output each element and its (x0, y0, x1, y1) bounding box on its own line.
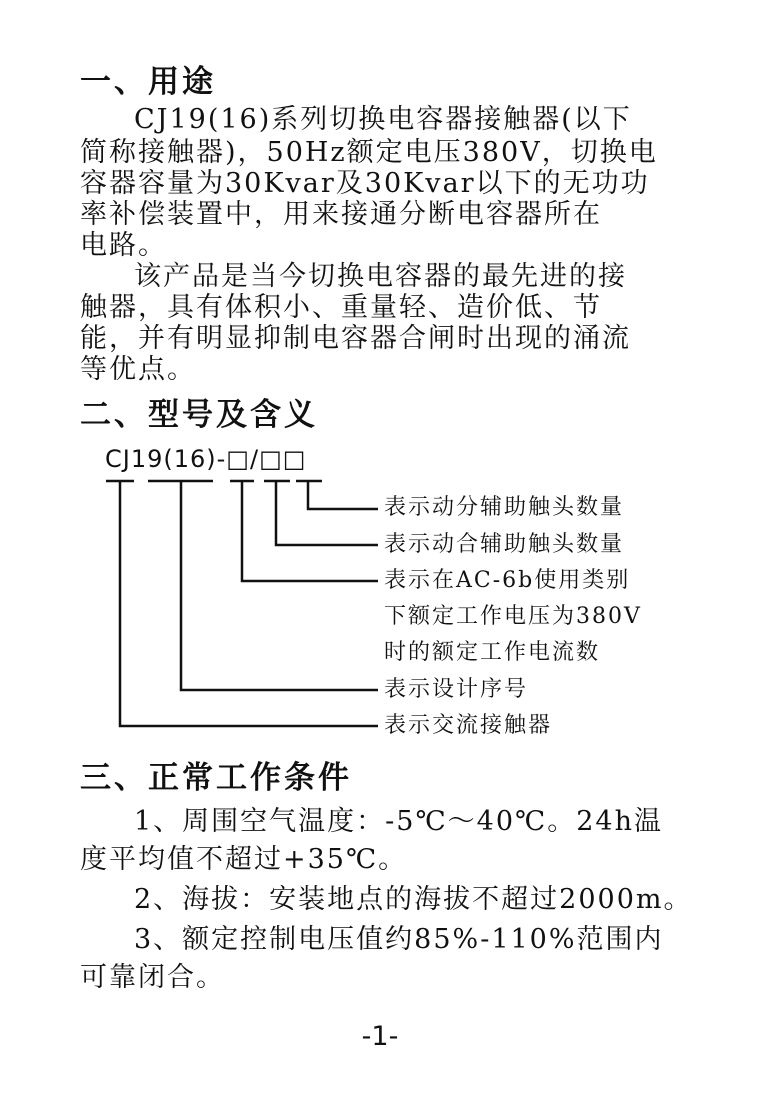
label-ac6b-line-2: 下额定工作电压为380V (384, 604, 642, 629)
s1-line-5: 电路。 (80, 230, 167, 261)
s3-line-5: 可靠闭合。 (80, 962, 225, 993)
label-ac6b-line-1: 表示在AC-6b使用类别 (384, 568, 631, 593)
label-ac-contactor: 表示交流接触器 (384, 713, 553, 738)
leader-nc-contacts (308, 481, 378, 509)
leader-rated-current (242, 481, 378, 581)
s1-line-6: 该产品是当今切换电容器的最先进的接 (134, 261, 627, 292)
s3-line-4: 3、额定控制电压值约85%-110%范围内 (134, 924, 664, 955)
section-1-heading: 一、用途 (80, 64, 216, 100)
section-2-heading: 二、型号及含义 (80, 397, 318, 433)
label-nc-aux-contacts: 表示动分辅助触头数量 (384, 495, 625, 520)
s1-line-7: 触器，具有体积小、重量轻、造价低、节 (80, 292, 602, 323)
s1-line-3: 容器容量为30Kvar及30Kvar以下的无功功 (80, 168, 650, 199)
s1-line-2: 简称接触器)，50Hz额定电压380V，切换电 (80, 137, 658, 168)
s1-line-4: 率补偿装置中，用来接通分断电容器所在 (80, 199, 602, 230)
label-design-series: 表示设计序号 (384, 677, 529, 702)
leader-design-series (181, 481, 378, 690)
leader-no-contacts (276, 481, 378, 545)
s3-line-1: 1、周围空气温度：-5℃～40℃。24h温 (134, 806, 663, 837)
page-number: -1- (361, 1021, 399, 1052)
s3-line-2: 度平均值不超过+35℃。 (80, 844, 408, 875)
label-ac6b-line-3: 时的额定工作电流数 (384, 640, 601, 665)
s3-line-3: 2、海拔：安装地点的海拔不超过2000m。 (134, 884, 693, 915)
model-code: CJ19(16)-□/□□ (105, 445, 307, 473)
section-3-heading: 三、正常工作条件 (80, 760, 352, 796)
s1-line-8: 能，并有明显抑制电容器合闸时出现的涌流 (80, 323, 631, 354)
s1-line-1: CJ19(16)系列切换电容器接触器(以下 (134, 104, 632, 135)
s1-line-9: 等优点。 (80, 354, 196, 385)
label-no-aux-contacts: 表示动合辅助触头数量 (384, 532, 625, 557)
